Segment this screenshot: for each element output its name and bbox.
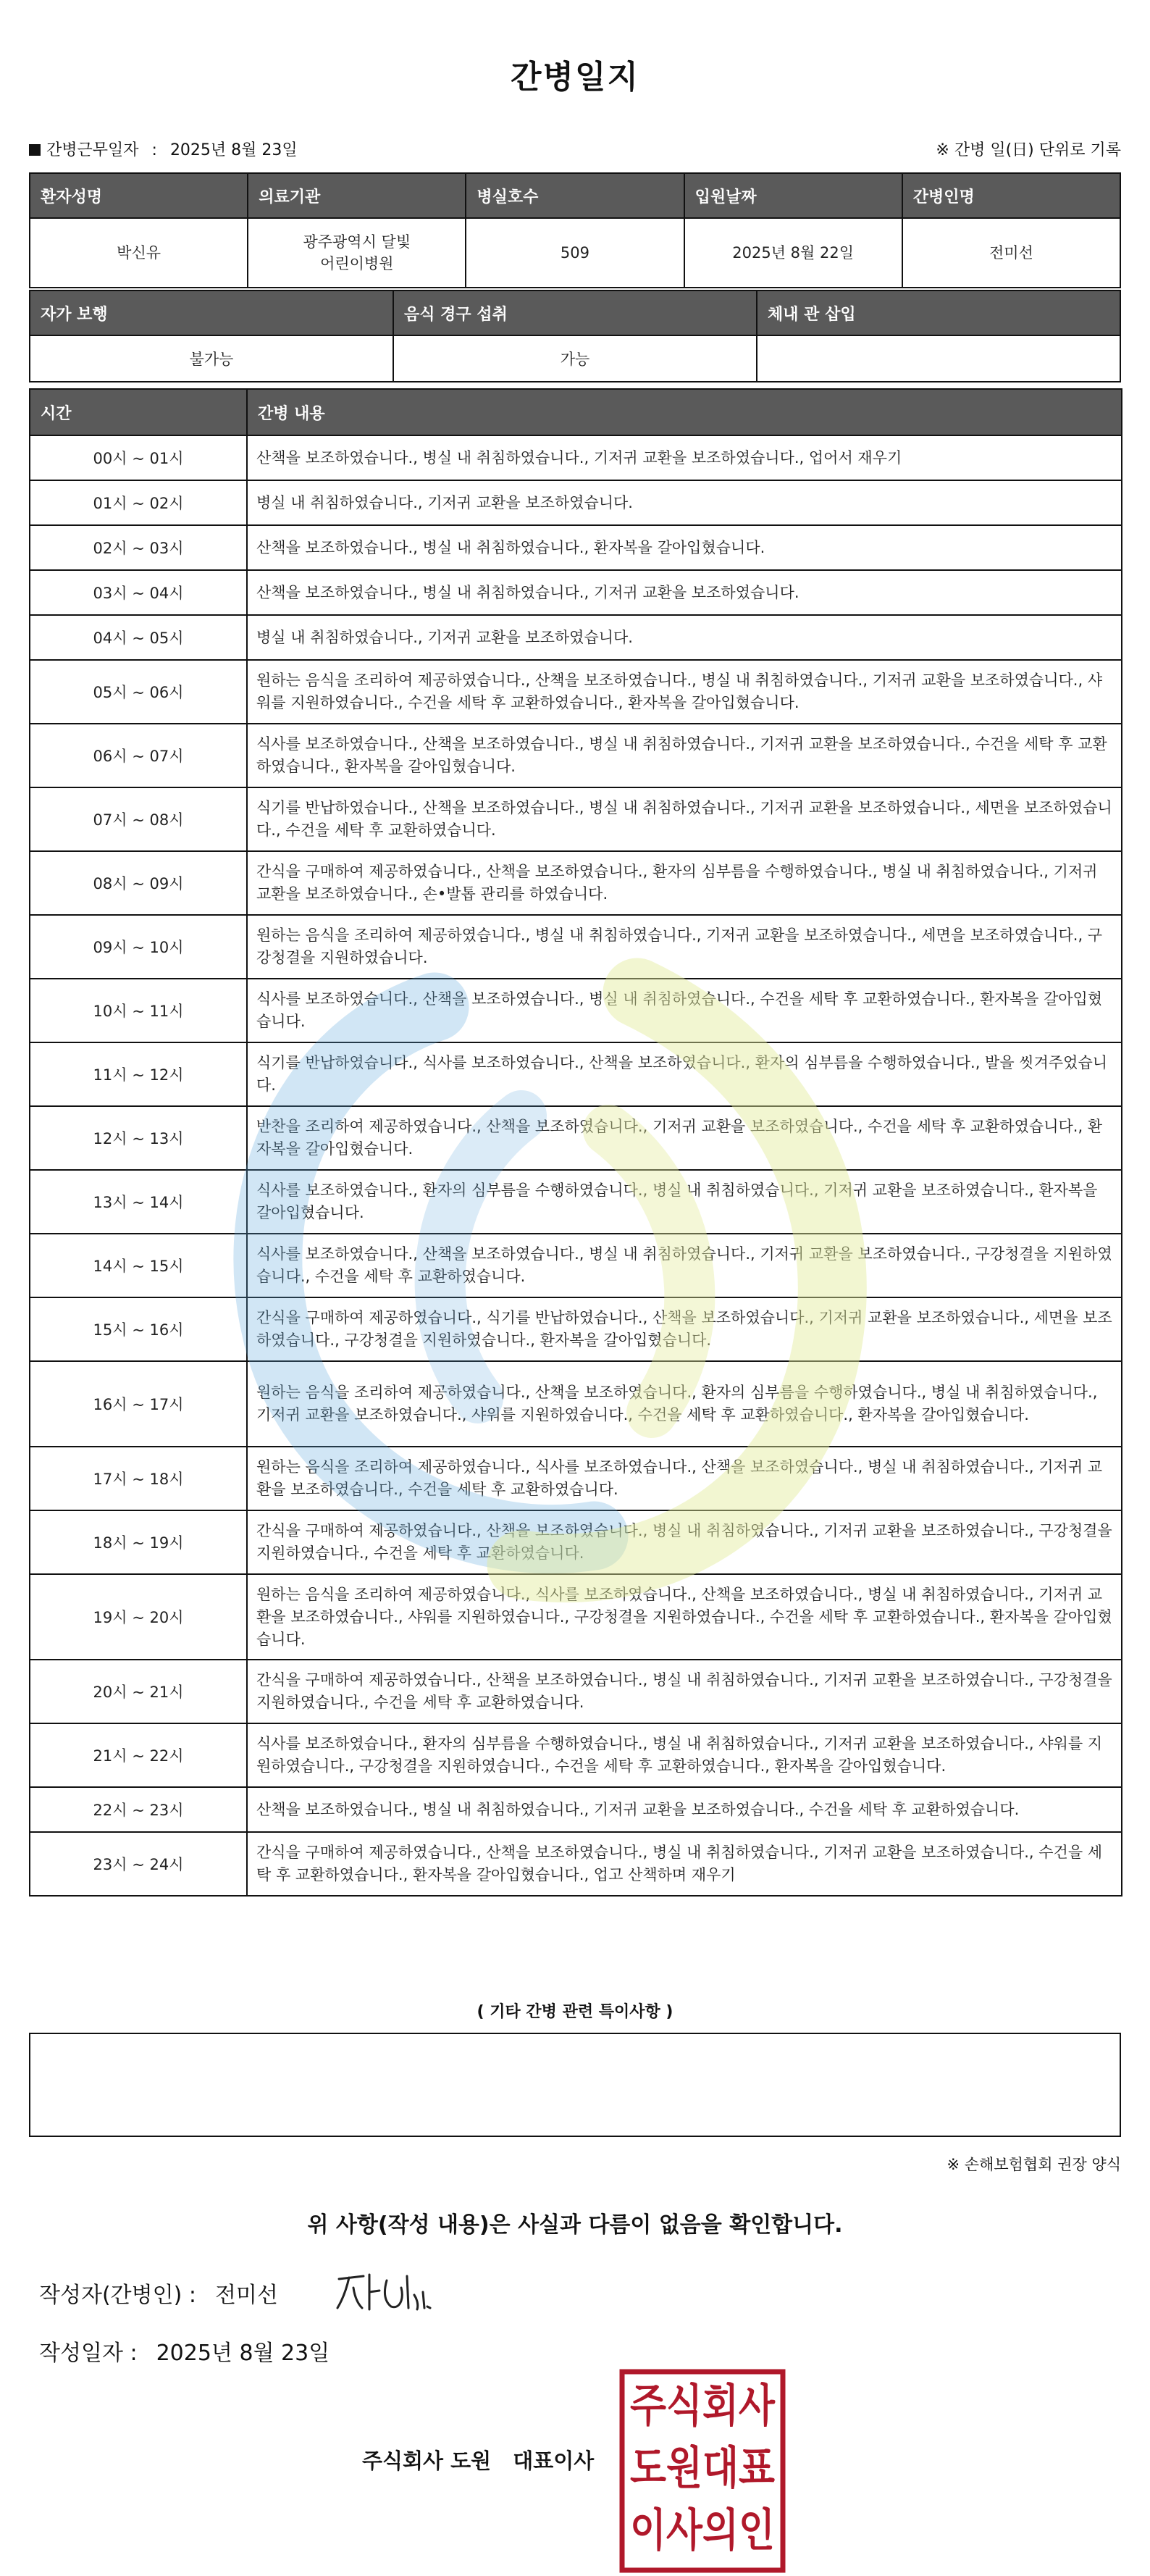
care-log-time: 00시 ~ 01시 (30, 435, 247, 480)
care-log-row (30, 525, 1122, 570)
care-log-row (30, 1832, 1122, 1896)
care-log-row (30, 615, 1122, 660)
care-log-time: 18시 ~ 19시 (30, 1510, 247, 1574)
care-log-time: 04시 ~ 05시 (30, 615, 247, 660)
care-log-row (30, 1106, 1122, 1170)
written-date-value: 2025년 8월 23일 (156, 2341, 330, 2366)
care-log-row (30, 1660, 1122, 1723)
patient-info-table (29, 172, 1121, 288)
care-log-content: 식사를 보조하였습니다., 환자의 심부름을 수행하였습니다., 병실 내 취침하였습니다., 기저귀 교환을 보조하였습니다., 환자복을 갈아입혔습니다. (247, 1170, 1122, 1234)
care-log-time: 09시 ~ 10시 (30, 915, 247, 979)
company-name: 주식회사 도원 (362, 2449, 492, 2473)
care-log-time: 08시 ~ 09시 (30, 851, 247, 915)
care-log-time: 05시 ~ 06시 (30, 660, 247, 724)
care-log-time: 11시 ~ 12시 (30, 1042, 247, 1106)
form-footnote: ※ 손해보험협회 권장 양식 (947, 2156, 1121, 2173)
care-log-row (30, 660, 1122, 724)
care-log-content: 식사를 보조하였습니다., 산책을 보조하였습니다., 병실 내 취침하였습니다., 수건을 세탁 후 교환하였습니다., 환자복을 갈아입혔습니다. (247, 979, 1122, 1042)
oral-intake-value: 가능 (393, 335, 757, 382)
care-log-time: 12시 ~ 13시 (30, 1106, 247, 1170)
work-date (29, 138, 298, 160)
header-oral-intake: 음식 경구 섭취 (393, 290, 757, 335)
page-title: 간병일지 (510, 59, 639, 96)
care-log-time: 02시 ~ 03시 (30, 525, 247, 570)
caregiver-name-value: 전미선 (902, 218, 1120, 288)
confirmation-statement: 위 사항(작성 내용)은 사실과 다름이 없음을 확인합니다. (307, 2212, 843, 2238)
care-log-row (30, 570, 1122, 615)
care-log-content: 식기를 반납하였습니다., 식사를 보조하였습니다., 산책을 보조하였습니다., 환자의 심부름을 수행하였습니다., 발을 씻겨주었습니다. (247, 1042, 1122, 1106)
room-number-value: 509 (466, 218, 684, 288)
care-log-time: 16시 ~ 17시 (30, 1361, 247, 1447)
care-log-row (30, 1787, 1122, 1832)
header-time: 시간 (30, 389, 247, 435)
care-log-row (30, 1042, 1122, 1106)
care-log-content: 원하는 음식을 조리하여 제공하였습니다., 식사를 보조하였습니다., 산책을 보조하였습니다., 병실 내 취침하였습니다., 기저귀 교환을 보조하였습니다., 샤워를 지원하였습니다., 구강청결을 지원하였습니다., 수건을 세탁 후 교환하였습니다., 환자복을 갈아입혔습니다. (247, 1574, 1122, 1660)
care-log-row (30, 979, 1122, 1042)
author-line (39, 2277, 278, 2309)
care-log-time: 06시 ~ 07시 (30, 724, 247, 787)
handwritten-signature (333, 2266, 435, 2317)
care-log-row (30, 724, 1122, 787)
care-log-time: 03시 ~ 04시 (30, 570, 247, 615)
care-log-content: 식사를 보조하였습니다., 환자의 심부름을 수행하였습니다., 병실 내 취침하였습니다., 기저귀 교환을 보조하였습니다., 샤워를 지원하였습니다., 구강청결을 지원하였습니다., 수건을 세탁 후 교환하였습니다., 환자복을 갈아입혔습니다. (247, 1723, 1122, 1787)
hospital-value (248, 218, 466, 288)
care-log-content: 간식을 구매하여 제공하였습니다., 산책을 보조하였습니다., 병실 내 취침하였습니다., 기저귀 교환을 보조하였습니다., 구강청결을 지원하였습니다., 수건을 세탁 후 교환하였습니다. (247, 1660, 1122, 1723)
work-date-label: 간병근무일자 (46, 141, 139, 159)
patient-status-value-row (30, 335, 1120, 382)
tube-insertion-value (757, 335, 1120, 382)
care-log-row (30, 1234, 1122, 1297)
care-log-content: 병실 내 취침하였습니다., 기저귀 교환을 보조하였습니다. (247, 480, 1122, 525)
svg-text:이사의인: 이사의인 (630, 2504, 775, 2556)
care-log-content: 원하는 음식을 조리하여 제공하였습니다., 산책을 보조하였습니다., 병실 내 취침하였습니다., 기저귀 교환을 보조하였습니다., 샤워를 지원하였습니다., 수건을 세탁 후 교환하였습니다., 환자복을 갈아입혔습니다. (247, 660, 1122, 724)
notes-title: ( 기타 간병 관련 특이사항 ) (477, 2003, 673, 2021)
company-seal-stamp (619, 2369, 786, 2573)
svg-text:주식회사: 주식회사 (630, 2379, 776, 2432)
care-log-time: 22시 ~ 23시 (30, 1787, 247, 1832)
patient-info-value-row (30, 218, 1120, 288)
author-label: 작성자(간병인) : (39, 2283, 196, 2308)
header-patient-name: 환자성명 (30, 173, 248, 218)
care-log-time: 19시 ~ 20시 (30, 1574, 247, 1660)
meta-row (29, 138, 1121, 159)
header-hospital: 의료기관 (248, 173, 466, 218)
care-log-time: 23시 ~ 24시 (30, 1832, 247, 1896)
care-log-content: 식사를 보조하였습니다., 산책을 보조하였습니다., 병실 내 취침하였습니다., 기저귀 교환을 보조하였습니다., 수건을 세탁 후 교환하였습니다., 환자복을 갈아입혔습니다. (247, 724, 1122, 787)
patient-name-value: 박신유 (30, 218, 248, 288)
patient-info-header-row (30, 173, 1120, 218)
care-log-content: 간식을 구매하여 제공하였습니다., 식기를 반납하였습니다., 산책을 보조하였습니다., 기저귀 교환을 보조하였습니다., 세면을 보조하였습니다., 구강청결을 지원하였습니다., 환자복을 갈아입혔습니다. (247, 1297, 1122, 1361)
care-log-content: 산책을 보조하였습니다., 병실 내 취침하였습니다., 기저귀 교환을 보조하였습니다., 업어서 재우기 (247, 435, 1122, 480)
square-bullet-icon (29, 144, 41, 156)
care-log-content: 산책을 보조하였습니다., 병실 내 취침하였습니다., 기저귀 교환을 보조하였습니다. (247, 570, 1122, 615)
care-log-time: 07시 ~ 08시 (30, 787, 247, 851)
care-log-time: 17시 ~ 18시 (30, 1447, 247, 1510)
care-log-row (30, 1574, 1122, 1660)
patient-status-header-row (30, 290, 1120, 335)
care-log-row (30, 1447, 1122, 1510)
care-log-row (30, 1361, 1122, 1447)
work-date-colon: : (151, 141, 157, 159)
care-log-row (30, 851, 1122, 915)
care-log-content: 식기를 반납하였습니다., 산책을 보조하였습니다., 병실 내 취침하였습니다., 기저귀 교환을 보조하였습니다., 세면을 보조하였습니다., 수건을 세탁 후 교환하였습니다. (247, 787, 1122, 851)
care-log-header-row (30, 389, 1122, 435)
header-care-content: 간병 내용 (247, 389, 1122, 435)
care-log-row (30, 480, 1122, 525)
care-log-time: 15시 ~ 16시 (30, 1297, 247, 1361)
care-log-time: 21시 ~ 22시 (30, 1723, 247, 1787)
care-log-content: 원하는 음식을 조리하여 제공하였습니다., 산책을 보조하였습니다., 환자의 심부름을 수행하였습니다., 병실 내 취침하였습니다., 기저귀 교환을 보조하였습니다., 샤워를 지원하였습니다., 수건을 세탁 후 교환하였습니다., 환자복을 갈아입혔습니다. (247, 1361, 1122, 1447)
care-log-row (30, 787, 1122, 851)
care-log-content: 간식을 구매하여 제공하였습니다., 산책을 보조하였습니다., 환자의 심부름을 수행하였습니다., 병실 내 취침하였습니다., 기저귀 교환을 보조하였습니다., 손•발톱 관리를 하였습니다. (247, 851, 1122, 915)
header-admission-date: 입원날짜 (684, 173, 902, 218)
care-log-content: 원하는 음식을 조리하여 제공하였습니다., 병실 내 취침하였습니다., 기저귀 교환을 보조하였습니다., 세면을 보조하였습니다., 구강청결을 지원하였습니다. (247, 915, 1122, 979)
care-log-table (29, 388, 1122, 1897)
header-caregiver-name: 간병인명 (902, 173, 1120, 218)
company-rep-title: 대표이사 (513, 2449, 595, 2473)
written-date-line (39, 2335, 330, 2367)
care-log-row (30, 1170, 1122, 1234)
header-room-number: 병실호수 (466, 173, 684, 218)
care-log-time: 13시 ~ 14시 (30, 1170, 247, 1234)
patient-status-table (29, 290, 1121, 382)
header-walking: 자가 보행 (30, 290, 393, 335)
care-log-row (30, 1723, 1122, 1787)
care-log-time: 01시 ~ 02시 (30, 480, 247, 525)
care-log-content: 반찬을 조리하여 제공하였습니다., 산책을 보조하였습니다., 기저귀 교환을 보조하였습니다., 수건을 세탁 후 교환하였습니다., 환자복을 갈아입혔습니다. (247, 1106, 1122, 1170)
hospital-value-text: 광주광역시 달빛 어린이병원 (303, 233, 411, 272)
care-log-time: 14시 ~ 15시 (30, 1234, 247, 1297)
care-log-content: 원하는 음식을 조리하여 제공하였습니다., 식사를 보조하였습니다., 산책을 보조하였습니다., 병실 내 취침하였습니다., 기저귀 교환을 보조하였습니다., 수건을 세탁 후 교환하였습니다. (247, 1447, 1122, 1510)
admission-date-value: 2025년 8월 22일 (684, 218, 902, 288)
care-log-content: 간식을 구매하여 제공하였습니다., 산책을 보조하였습니다., 병실 내 취침하였습니다., 기저귀 교환을 보조하였습니다., 수건을 세탁 후 교환하였습니다., 환자복을 갈아입혔습니다., 업고 산책하며 재우기 (247, 1832, 1122, 1896)
care-log-content: 산책을 보조하였습니다., 병실 내 취침하였습니다., 기저귀 교환을 보조하였습니다., 수건을 세탁 후 교환하였습니다. (247, 1787, 1122, 1832)
care-log-content: 산책을 보조하였습니다., 병실 내 취침하였습니다., 환자복을 갈아입혔습니다. (247, 525, 1122, 570)
work-date-value: 2025년 8월 23일 (169, 141, 298, 159)
care-log-content: 식사를 보조하였습니다., 산책을 보조하였습니다., 병실 내 취침하였습니다., 기저귀 교환을 보조하였습니다., 구강청결을 지원하였습니다., 수건을 세탁 후 교환하였습니다. (247, 1234, 1122, 1297)
care-log-time: 20시 ~ 21시 (30, 1660, 247, 1723)
care-log-time: 10시 ~ 11시 (30, 979, 247, 1042)
header-tube-insertion: 체내 관 삽입 (757, 290, 1120, 335)
care-log-row (30, 1297, 1122, 1361)
written-date-label: 작성일자 : (39, 2341, 138, 2366)
svg-text:도원대표: 도원대표 (630, 2441, 776, 2494)
walking-value: 불가능 (30, 335, 393, 382)
care-log-row (30, 915, 1122, 979)
company-line (362, 2445, 594, 2475)
care-log-row (30, 1510, 1122, 1574)
record-unit-note: ※ 간병 일(日) 단위로 기록 (936, 141, 1121, 159)
care-log-row (30, 435, 1122, 480)
care-log-content: 병실 내 취침하였습니다., 기저귀 교환을 보조하였습니다. (247, 615, 1122, 660)
author-name: 전미선 (214, 2283, 278, 2308)
care-log-content: 간식을 구매하여 제공하였습니다., 산책을 보조하였습니다., 병실 내 취침하였습니다., 기저귀 교환을 보조하였습니다., 구강청결을 지원하였습니다., 수건을 세탁 후 교환하였습니다. (247, 1510, 1122, 1574)
notes-box (29, 2033, 1121, 2137)
